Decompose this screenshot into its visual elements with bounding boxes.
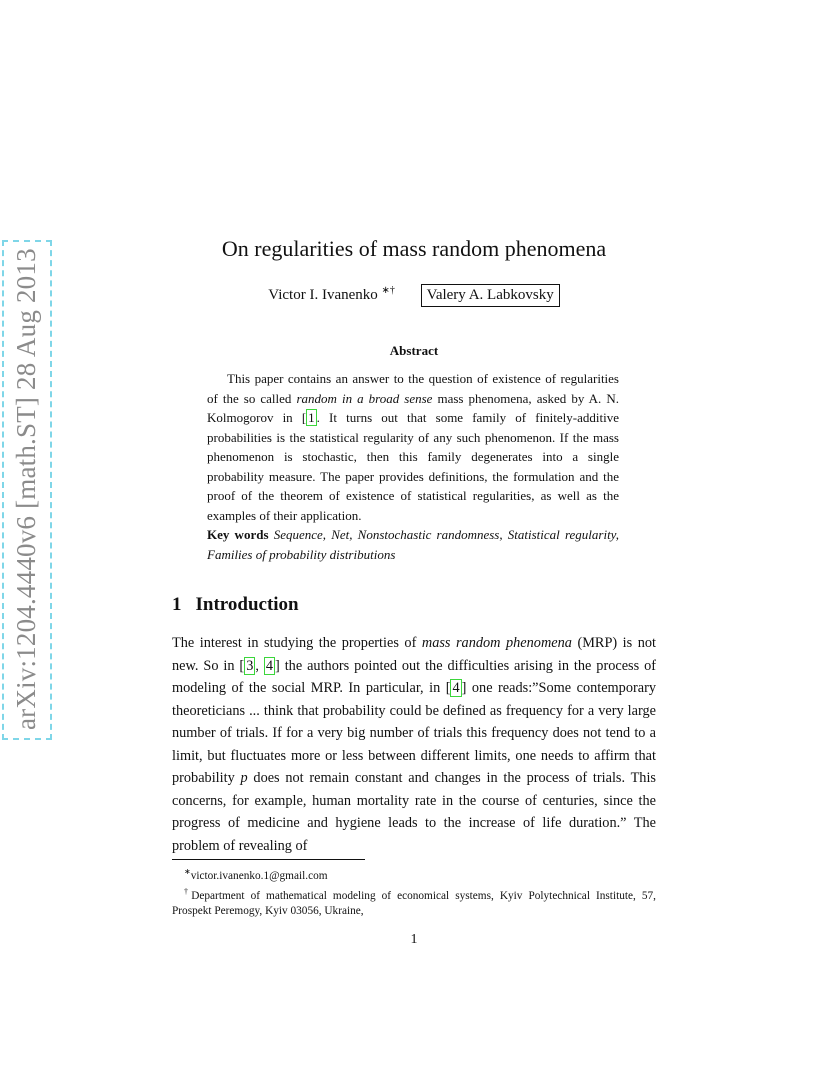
citation-link[interactable]: 3 — [246, 657, 254, 674]
citation-link[interactable]: 4 — [452, 680, 460, 696]
footnote-email: ∗victor.ivanenko.1@gmail.com — [184, 867, 328, 882]
author-line — [0, 284, 828, 307]
paper-title: On regularities of mass random phenomena — [221, 236, 607, 261]
citation-link[interactable]: 4 — [265, 657, 274, 674]
citation-link[interactable]: 1 — [308, 410, 315, 425]
keywords-label: Key words — [207, 527, 269, 542]
footnotes — [172, 864, 656, 919]
abstract-paragraph: This paper contains an answer to the question of existence of regularities of the so called random in a broad sense mass phenomena, asked by A. N. Kolmogorov in [ 1 . It turns out that some family of finitely-additive probabilities is the statistical regularity of any such phenomenon. If the mass phenomenon is stochastic, then this family degenerates into a single probability measure. The paper provides definitions, the formulation and the proof of the theorem of existence of statistical regularities, as well as the examples of their application. — [207, 371, 619, 523]
author-ivanenko: Victor I. Ivanenko — [268, 287, 378, 303]
section-heading — [172, 594, 299, 616]
keywords-list: Sequence, Net, Nonstochastic randomness, Statistical regularity, Families of probability distributions — [207, 527, 619, 562]
author-labkovsky: Valery A. Labkovsky — [421, 284, 560, 307]
section-title: Introduction — [195, 594, 299, 615]
arxiv-identifier: arXiv:1204.4440v6 [math.ST] 28 Aug 2013 — [11, 248, 41, 730]
footnote-affiliation: †Department of mathematical modeling of economical systems, Kyiv Polytechnical Institute, 57, Prospekt Peremogy, Kyiv 03056, Ukraine, — [172, 886, 657, 917]
page-number: 1 — [410, 932, 418, 947]
abstract-heading: Abstract — [389, 343, 439, 358]
author-footnote-marks: ∗† — [381, 285, 395, 296]
abstract-body — [207, 369, 619, 564]
keywords — [207, 525, 619, 564]
section-number: 1 — [172, 594, 182, 615]
footnote-rule — [172, 859, 365, 860]
body-paragraph: The interest in studying the properties of mass random phenomena (MRP) is not new. So in [ 3 , 4 ] the authors pointed out the difficulties arising in the process of modeling of the social MRP. In particular, in [ 4 ] one reads:”Some contemporary theoreticians ... think that probability could be defined as frequency for a very large number of trials. If for a very big number of trials this frequency does not tend to a limit, but fluctuates more or less between different limits, one needs to affirm that probability p does not remain constant and changes in the process of trials. This concerns, for example, human mortality rate in the course of centuries, since the progress of medicine and hygiene leads to the increase of life duration.” The problem of revealing of — [172, 635, 657, 854]
